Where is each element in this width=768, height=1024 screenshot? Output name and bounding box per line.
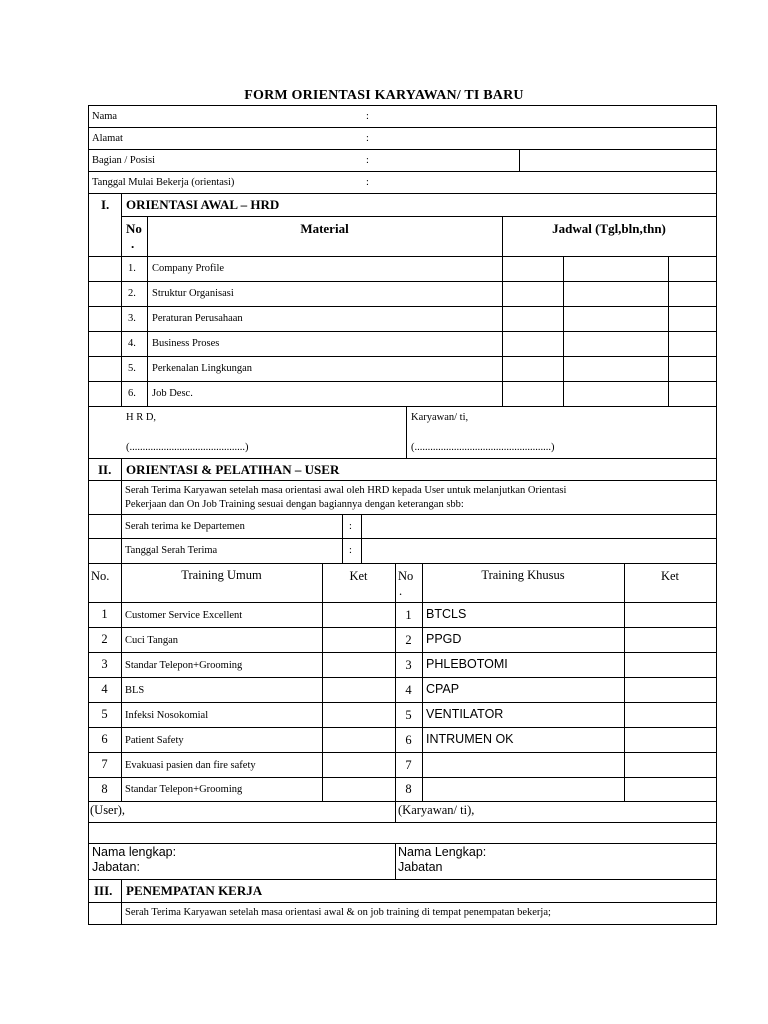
row-material: Peraturan Perusahaan [152, 313, 243, 324]
tanggal-serah-label: Tanggal Serah Terima [125, 545, 218, 556]
row-number: 2 [101, 632, 108, 646]
sign-karyawan-label: (Karyawan/ ti), [398, 803, 475, 817]
section-2-number: II. [98, 462, 112, 477]
col-material-header: Material [300, 221, 349, 236]
row-number: 4 [101, 682, 108, 696]
colon: : [349, 521, 352, 532]
section-1-number: I. [101, 197, 110, 212]
sign-hrd-line: (............................................) [126, 442, 249, 453]
row-number: 1 [405, 608, 412, 622]
nama-lengkap-left: Nama lengkap: [92, 845, 177, 859]
row-number: 2 [405, 633, 412, 647]
field-tanggal-label: Tanggal Mulai Bekerja (orientasi) [92, 177, 235, 188]
col-no-header: No [126, 221, 142, 236]
field-nama-label: Nama [92, 111, 118, 122]
training-umum-item: Cuci Tangan [125, 635, 179, 646]
row-number: 4 [405, 683, 412, 697]
col-no2-dot: . [399, 584, 403, 598]
training-umum-item: Evakuasi pasien dan fire safety [125, 760, 256, 771]
training-umum-item: Standar Telepon+Grooming [125, 660, 243, 671]
row-number: 6 [405, 733, 412, 747]
section-3-number: III. [94, 883, 113, 898]
jabatan-left: Jabatan: [92, 860, 140, 874]
row-number: 5 [101, 707, 108, 721]
section-2-intro-line2: Pekerjaan dan On Job Training sesuai dengan bagiannya dengan keterangan sbb: [125, 499, 464, 510]
field-alamat-label: Alamat [92, 133, 123, 144]
section-2-title: ORIENTASI & PELATIHAN – USER [126, 462, 340, 477]
colon: : [366, 177, 369, 188]
col-no2-header: No [398, 569, 414, 583]
row-material: Company Profile [152, 263, 225, 274]
row-number: 3 [405, 658, 412, 672]
col-jadwal-header: Jadwal (Tgl,bln,thn) [552, 221, 666, 236]
field-bagian-label: Bagian / Posisi [92, 155, 156, 166]
training-umum-item: BLS [125, 685, 145, 696]
section-1-title: ORIENTASI AWAL – HRD [126, 197, 280, 212]
row-number: 5 [405, 708, 412, 722]
section-3-intro: Serah Terima Karyawan setelah masa orientasi awal & on job training di tempat penempatan bekerja; [125, 907, 551, 918]
training-umum-item: Customer Service Excellent [125, 610, 243, 621]
training-khusus-item: BTCLS [426, 607, 467, 621]
row-number: 1. [128, 263, 136, 274]
col-training-umum-header: Training Umum [181, 568, 262, 582]
training-khusus-item: CPAP [426, 682, 460, 696]
row-number: 3. [128, 313, 136, 324]
training-khusus-item: PHLEBOTOMI [426, 657, 508, 671]
row-number: 1 [101, 607, 108, 621]
row-material: Struktur Organisasi [152, 288, 234, 299]
row-material: Perkenalan Lingkungan [152, 363, 253, 374]
section-2-intro-line1: Serah Terima Karyawan setelah masa orientasi awal oleh HRD kepada User untuk melanjutkan Orientasi [125, 485, 567, 496]
row-number: 3 [101, 657, 108, 671]
training-umum-item: Standar Telepon+Grooming [125, 784, 243, 795]
jabatan-right: Jabatan [398, 860, 443, 874]
training-khusus-item: PPGD [426, 632, 462, 646]
row-number: 5. [128, 363, 136, 374]
col-ket2-header: Ket [660, 569, 680, 583]
col-ket-header: Ket [349, 569, 368, 583]
row-number: 7 [405, 758, 412, 772]
colon: : [366, 133, 369, 144]
training-umum-item: Infeksi Nosokomial [125, 710, 209, 721]
nama-lengkap-right: Nama Lengkap: [398, 845, 487, 859]
row-number: 8 [101, 782, 108, 796]
row-material: Job Desc. [152, 388, 193, 399]
training-khusus-item: INTRUMEN OK [426, 732, 514, 746]
form-title: FORM ORIENTASI KARYAWAN/ TI BARU [244, 88, 524, 103]
row-number: 8 [405, 782, 412, 796]
sign-user-label: (User), [90, 803, 126, 817]
col-no-header: No. [91, 569, 110, 583]
row-number: 2. [128, 288, 136, 299]
training-umum-item: Patient Safety [125, 735, 184, 746]
row-number: 4. [128, 338, 136, 349]
row-number: 6. [128, 388, 136, 399]
row-number: 6 [101, 732, 108, 746]
section-3-title: PENEMPATAN KERJA [126, 883, 263, 898]
colon: : [366, 111, 369, 122]
sign-karyawan-line: (....................................................) [411, 442, 555, 453]
sign-karyawan-label: Karyawan/ ti, [411, 412, 469, 423]
colon: : [349, 545, 352, 556]
row-number: 7 [101, 757, 108, 771]
col-no-dot: . [131, 236, 135, 251]
col-training-khusus-header: Training Khusus [481, 568, 565, 582]
sign-hrd-label: H R D, [126, 412, 157, 423]
row-material: Business Proses [152, 338, 220, 349]
serah-terima-label: Serah terima ke Departemen [125, 521, 245, 532]
training-khusus-item: VENTILATOR [426, 707, 504, 721]
colon: : [366, 155, 369, 166]
